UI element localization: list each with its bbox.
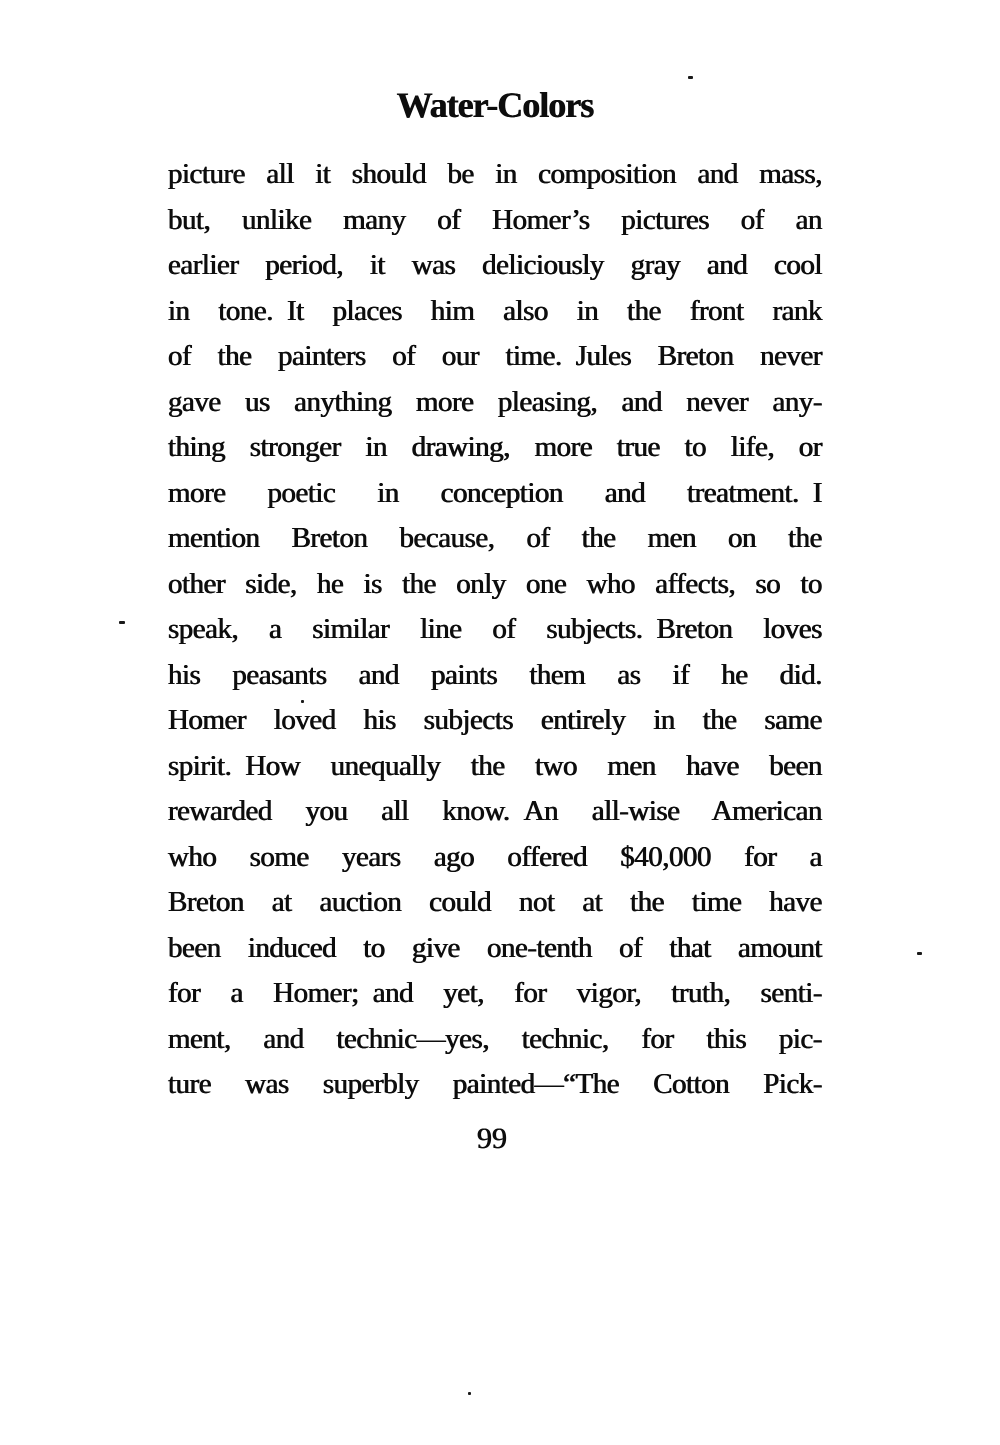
page-number: 99	[477, 1122, 507, 1155]
scan-speck	[468, 1392, 471, 1395]
text-line: his peasants and paints them as if he did.	[168, 658, 822, 691]
text-line: gave us anything more pleasing, and never any-	[168, 385, 822, 418]
text-line: of the painters of our time. Jules Breton never	[168, 340, 822, 372]
scan-speck	[917, 952, 922, 955]
scan-speck	[301, 700, 304, 703]
text-line: spirit. How unequally the two men have been	[168, 749, 822, 782]
text-line: Breton at auction could not at the time have	[168, 886, 822, 918]
text-line: more poetic in conception and treatment. I	[168, 476, 822, 509]
text-line: but, unlike many of Homer’s pictures of an	[168, 203, 822, 236]
text-line: been induced to give one-tenth of that amount	[168, 931, 822, 964]
text-line: ment, and technic—yes, technic, for this pic-	[168, 1022, 822, 1055]
text-line: earlier period, it was deliciously gray and cool	[168, 249, 822, 281]
text-line: thing stronger in drawing, more true to life, or	[168, 431, 822, 463]
scan-speck	[688, 76, 693, 79]
text-line: Homer loved his subjects entirely in the same	[168, 704, 822, 736]
running-head: Water-Colors	[396, 85, 594, 125]
text-line: who some years ago offered $40,000 for a	[168, 840, 822, 873]
text-line: mention Breton because, of the men on the	[168, 522, 822, 554]
scan-speck	[119, 621, 125, 624]
text-line: for a Homer; and yet, for vigor, truth, senti-	[168, 977, 822, 1009]
text-line: rewarded you all know. An all-wise American	[168, 795, 822, 827]
text-line: in tone. It places him also in the front rank	[168, 294, 822, 327]
text-line: picture all it should be in composition and mass,	[168, 158, 822, 190]
text-line: ture was superbly painted—“The Cotton Pick-	[168, 1068, 822, 1100]
text-line: speak, a similar line of subjects. Breton loves	[168, 613, 822, 645]
text-line: other side, he is the only one who affects, so to	[168, 567, 822, 600]
body-text	[168, 152, 822, 1108]
